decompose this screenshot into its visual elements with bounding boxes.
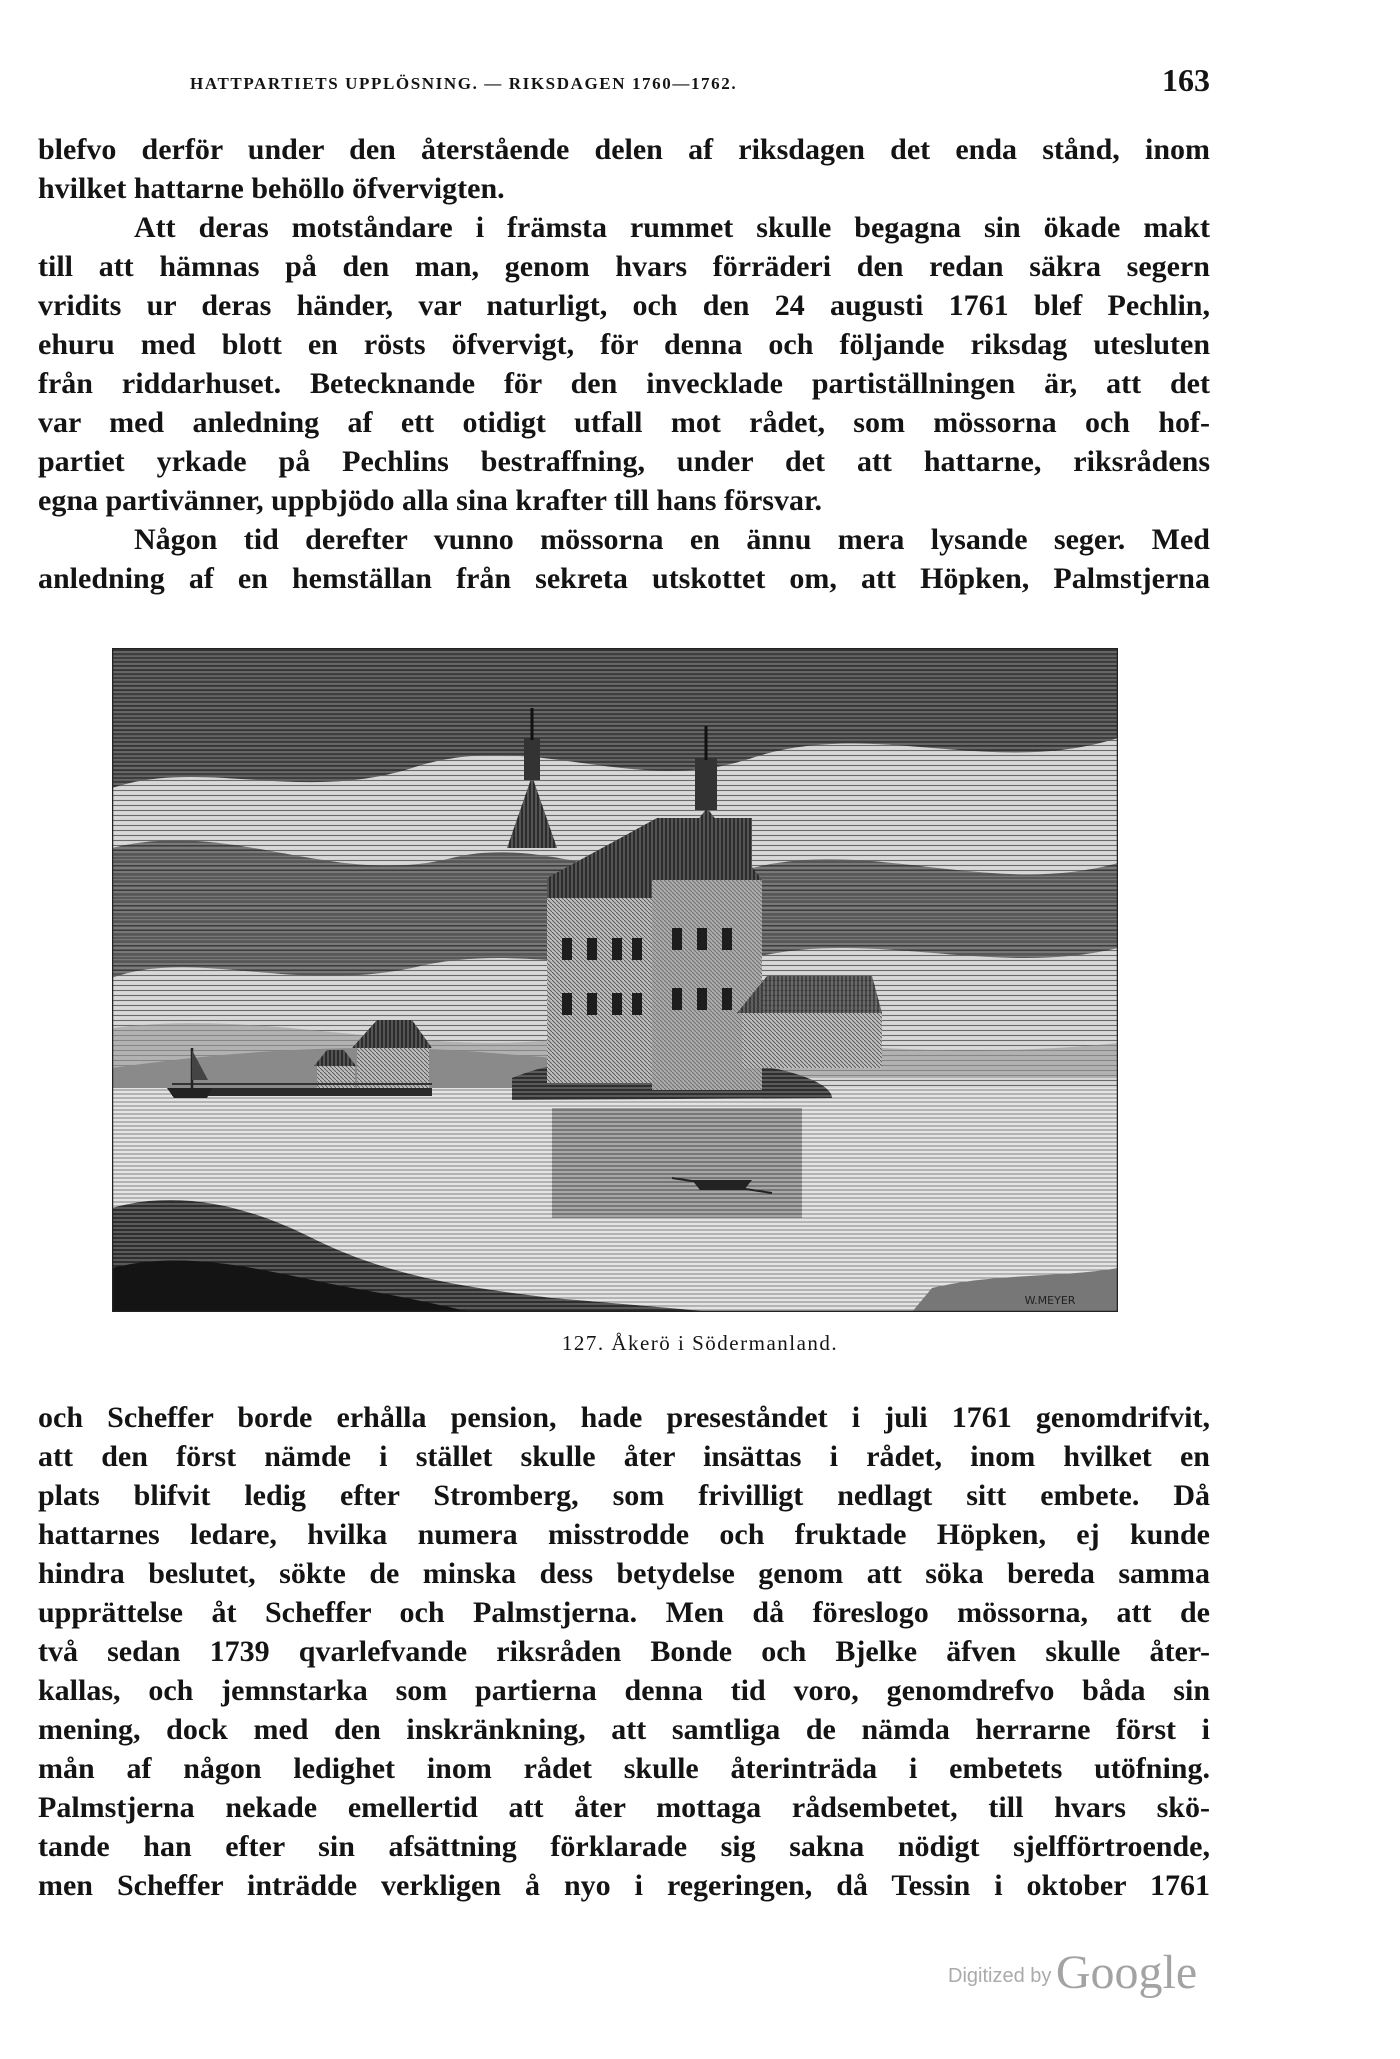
text-line: egna partivänner, uppbjödo alla sina krafter till hans försvar. (38, 484, 822, 517)
text-line: mån af någon ledighet inom rådet skulle återinträda i embetets utöfning. (38, 1752, 1210, 1785)
figure-caption: 127. Åkerö i Södermanland. (561, 1331, 839, 1355)
engraver-signature: W.MEYER (1024, 1294, 1076, 1307)
text-line: Att deras motståndare i främsta rummet skulle begagna sin ökade makt (134, 211, 1210, 244)
text-line: till att hämnas på den man, genom hvars förräderi den redan säkra segern (38, 250, 1210, 283)
watermark-prefix: Digitized by (948, 1965, 1052, 1987)
text-line: upprättelse åt Scheffer och Palmstjerna. Men då föreslogo mössorna, att de (38, 1596, 1210, 1629)
text-line: Någon tid derefter vunno mössorna en ännu mera lysande seger. Med (134, 523, 1210, 556)
google-logo: Google (1055, 1946, 1198, 1999)
body-text-bottom (38, 1398, 1210, 1905)
text-line: och Scheffer borde erhålla pension, hade preseståndet i juli 1761 genomdrifvit, (38, 1401, 1210, 1434)
text-line: plats blifvit ledig efter Stromberg, som frivilligt nedlagt sitt embete. Då (38, 1479, 1210, 1512)
text-line: mening, dock med den inskränkning, att samtliga de nämda herrarne först i (38, 1713, 1210, 1746)
text-line: hvilket hattarne behöllo öfvervigten. (38, 172, 505, 205)
text-line: partiet yrkade på Pechlins bestraffning, under det att hattarne, riksrådens (38, 445, 1210, 478)
text-line: två sedan 1739 qvarlefvande riksråden Bonde och Bjelke äfven skulle åter- (38, 1635, 1210, 1668)
text-line: vridits ur deras händer, var naturligt, och den 24 augusti 1761 blef Pechlin, (38, 289, 1210, 322)
digitized-by-google-watermark (948, 1945, 1197, 2000)
text-line: från riddarhuset. Betecknande för den invecklade partiställningen är, att det (38, 367, 1210, 400)
running-head: HATTPARTIETS UPPLÖSNING. — RIKSDAGEN 1760—1762. (190, 74, 738, 93)
text-line: kallas, och jemnstarka som partierna denna tid voro, genomdrefvo båda sin (38, 1674, 1210, 1707)
outbuilding-right (737, 976, 882, 1068)
text-line: hattarnes ledare, hvilka numera misstrodde och fruktade Höpken, ej kunde (38, 1518, 1210, 1551)
text-line: att den först nämde i stället skulle åter insättas i rådet, inom hvilket en (38, 1440, 1210, 1473)
text-line: anledning af en hemställan från sekreta utskottet om, att Höpken, Palmstjerna (38, 562, 1210, 595)
body-text-top (38, 130, 1210, 598)
text-line: men Scheffer inträdde verkligen å nyo i regeringen, då Tessin i oktober 1761 (38, 1869, 1210, 1902)
text-line: var med anledning af ett otidigt utfall mot rådet, som mössorna och hof- (38, 406, 1210, 439)
text-line: Palmstjerna nekade emellertid att åter mottaga rådsembetet, till hvars skö- (38, 1791, 1210, 1824)
text-line: ehuru med blott en rösts öfvervigt, för denna och följande riksdag utesluten (38, 328, 1210, 361)
text-line: blefvo derför under den återstående delen af riksdagen det enda stånd, inom (38, 133, 1210, 166)
page-number: 163 (1162, 62, 1210, 98)
text-line: hindra beslutet, sökte de minska dess betydelse genom att söka bereda samma (38, 1557, 1210, 1590)
text-line: tande han efter sin afsättning förklarade sig sakna nödigt sjelfförtroende, (38, 1830, 1210, 1863)
engraving-akero-castle (112, 648, 1118, 1312)
page-header (190, 62, 1210, 102)
